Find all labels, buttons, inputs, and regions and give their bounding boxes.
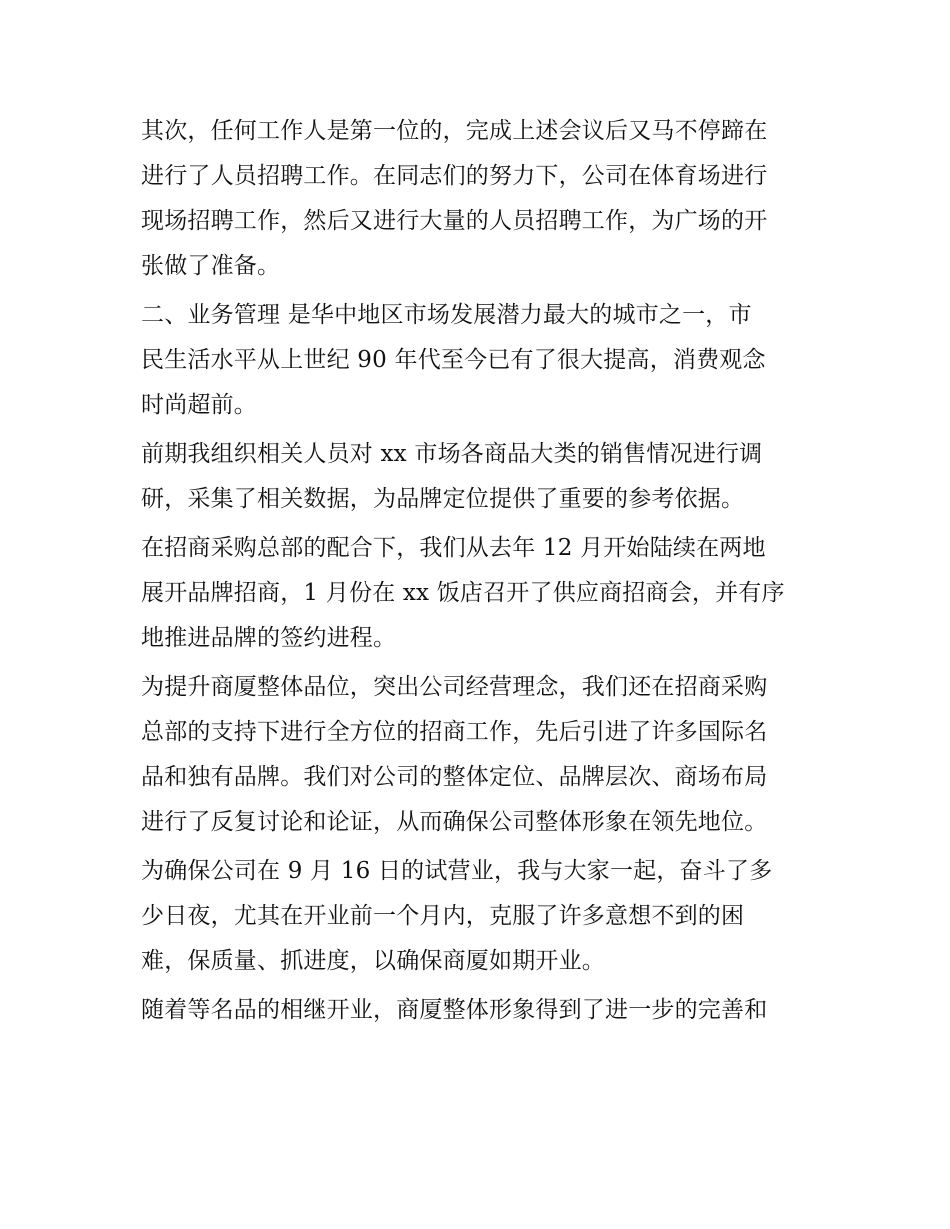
text-line: 张做了准备。	[141, 253, 281, 279]
paragraph-2	[141, 293, 813, 428]
text-line: 少日夜，尤其在开业前一个月内，克服了许多意想不到的困	[141, 903, 745, 929]
paragraph-5	[141, 665, 813, 845]
text-line: 民生活水平从上世纪 90 年代至今已有了很大提高，消费观念	[141, 347, 766, 373]
text-line: 总部的支持下进行全方位的招商工作，先后引进了许多国际名	[141, 719, 768, 745]
text-line: 二、业务管理 是华中地区市场发展潜力最大的城市之一，市	[141, 302, 752, 328]
paragraph-6	[141, 849, 813, 984]
text-line: 研，采集了相关数据，为品牌定位提供了重要的参考依据。	[141, 486, 745, 512]
paragraph-7	[141, 988, 813, 1033]
text-line: 为确保公司在 9 月 16 日的试营业，我与大家一起，奋斗了多	[141, 858, 773, 884]
text-line: 时尚超前。	[141, 392, 257, 418]
text-line: 在招商采购总部的配合下，我们从去年 12 月开始陆续在两地	[141, 535, 766, 561]
text-line: 其次，任何工作人是第一位的，完成上述会议后又马不停蹄在	[141, 118, 768, 144]
text-line: 品和独有品牌。我们对公司的整体定位、品牌层次、商场布局	[141, 764, 768, 790]
paragraph-4	[141, 526, 813, 661]
text-line: 难，保质量、抓进度，以确保商厦如期开业。	[141, 948, 605, 974]
text-line: 前期我组织相关人员对 xx 市场各商品大类的销售情况进行调	[141, 441, 763, 467]
text-line: 地推进品牌的签约进程。	[141, 625, 397, 651]
text-line: 进行了人员招聘工作。在同志们的努力下，公司在体育场进行	[141, 163, 768, 189]
text-line: 展开品牌招商，1 月份在 xx 饭店召开了供应商招商会，并有序	[141, 580, 785, 606]
paragraph-1	[141, 109, 813, 289]
document-body	[141, 109, 813, 1033]
text-line: 进行了反复讨论和论证，从而确保公司整体形象在领先地位。	[141, 809, 768, 835]
paragraph-3	[141, 432, 813, 522]
text-line: 随着等名品的相继开业，商厦整体形象得到了进一步的完善和	[141, 997, 768, 1023]
text-line: 为提升商厦整体品位，突出公司经营理念，我们还在招商采购	[141, 674, 768, 700]
text-line: 现场招聘工作，然后又进行大量的人员招聘工作，为广场的开	[141, 208, 768, 234]
